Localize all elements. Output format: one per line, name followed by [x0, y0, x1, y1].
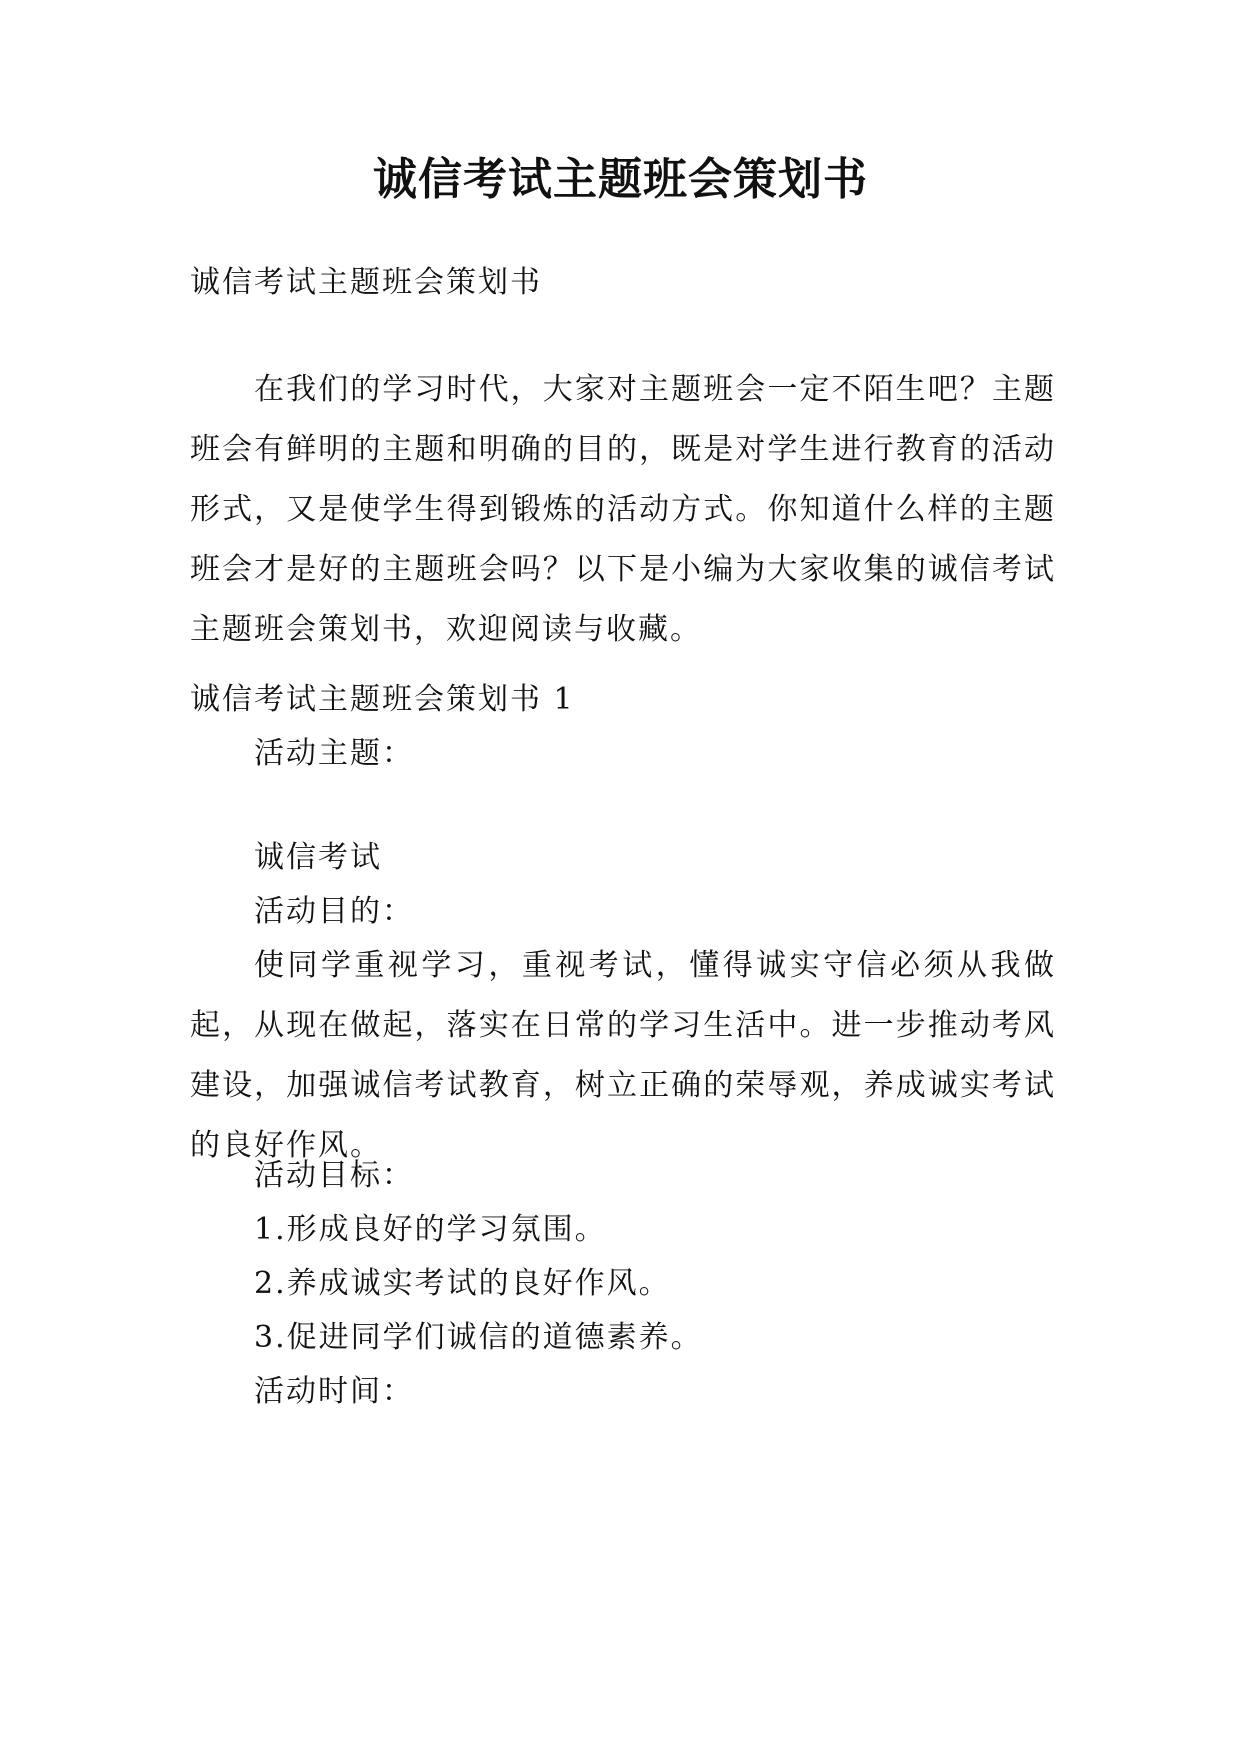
time-label: 活动时间：: [254, 1374, 414, 1409]
theme-value: 诚信考试: [254, 840, 382, 875]
theme-label: 活动主题：: [254, 736, 414, 771]
goal-item: 3.促进同学们诚信的道德素养。: [254, 1320, 703, 1355]
document-subtitle: 诚信考试主题班会策划书: [190, 265, 542, 300]
purpose-paragraph: 使同学重视学习，重视考试，懂得诚实守信必须从我做起，从现在做起，落实在日常的学习生活中。进一步推动考风建设，加强诚信考试教育，树立正确的荣辱观，养成诚实考试的良好作风。: [190, 948, 1056, 1163]
goals-label: 活动目标：: [254, 1158, 414, 1193]
goal-item: 1.形成良好的学习氛围。: [254, 1212, 607, 1247]
intro-paragraph: 在我们的学习时代，大家对主题班会一定不陌生吧？主题班会有鲜明的主题和明确的目的，既是对学生进行教育的活动形式，又是使学生得到锻炼的活动方式。你知道什么样的主题班会才是好的主题班会吗？以下是小编为大家收集的诚信考试主题班会策划书，欢迎阅读与收藏。: [190, 372, 1056, 647]
section-heading: 诚信考试主题班会策划书 1: [190, 682, 575, 717]
document-title: 诚信考试主题班会策划书: [373, 154, 868, 205]
purpose-label: 活动目的：: [254, 894, 414, 929]
goal-item: 2.养成诚实考试的良好作风。: [254, 1266, 671, 1301]
